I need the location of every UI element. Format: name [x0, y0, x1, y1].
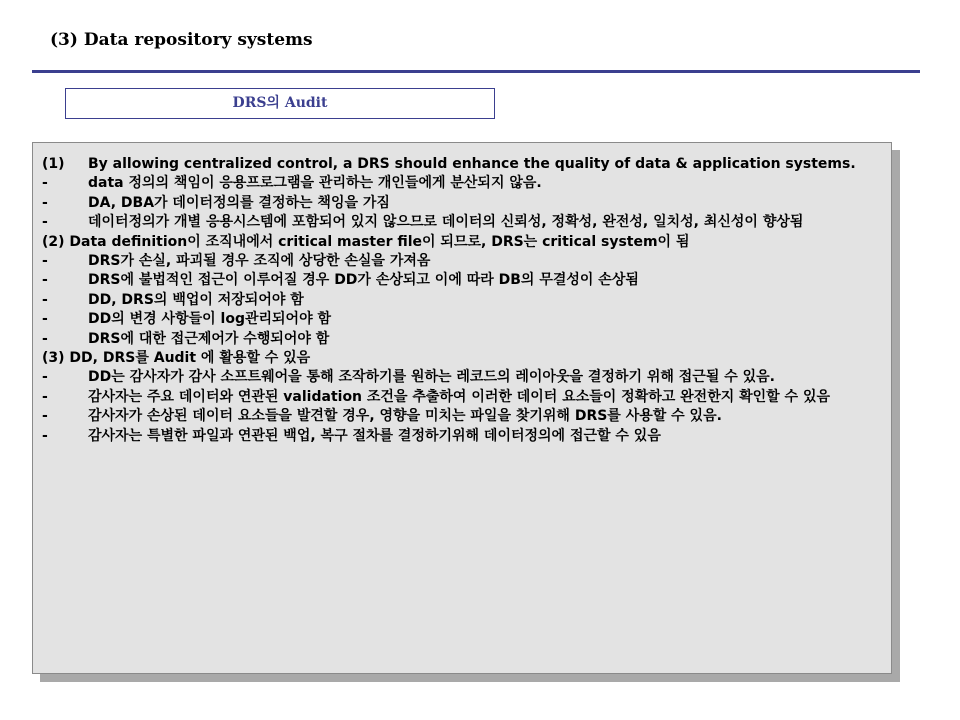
list-item [42, 291, 892, 310]
list-item [42, 388, 892, 407]
list-item [42, 155, 892, 174]
list-marker: - [42, 311, 48, 328]
list-item-text: 감사자는 주요 데이터와 연관된 validation 조건을 추출하여 이러한 데이터 요소들이 정확하고 완전한지 확인할 수 있음 [88, 388, 831, 405]
list-item [42, 427, 892, 446]
list-item [42, 368, 892, 387]
list-item-text: DRS에 대한 접근제어가 수행되어야 함 [88, 330, 330, 347]
list-item-text: By allowing centralized control, a DRS should enhance the quality of data & application systems. [88, 156, 856, 172]
list-item-text: (2) Data definition이 조직내에서 critical master file이 되므로, DRS는 critical system이 됨 [42, 233, 690, 250]
list-item [42, 310, 892, 329]
list-item-text: data 정의의 책임이 응용프로그램을 관리하는 개인들에게 분산되지 않음. [88, 175, 542, 192]
list-item-text: DA, DBA가 데이터정의를 결정하는 책잉을 가짐 [88, 194, 390, 211]
list-marker: - [42, 214, 48, 231]
list-marker: - [42, 194, 48, 211]
list-marker: - [42, 175, 48, 192]
content-list [42, 155, 892, 446]
section-heading [42, 233, 892, 252]
list-item-text: 감사자는 특별한 파일과 연관된 백업, 복구 절차를 결정하기위해 데이터정의에 접근할 수 있음 [88, 427, 661, 444]
list-item-text: (3) DD, DRS를 Audit 에 활용할 수 있음 [42, 350, 311, 367]
list-item-text: 데이터정의가 개별 응용시스템에 포함되어 있지 않으므로 데이터의 신뢰성, 정확성, 완전성, 일치성, 최신성이 향상됨 [88, 214, 804, 231]
list-item [42, 407, 892, 426]
title-divider [32, 70, 920, 73]
list-item [42, 271, 892, 290]
list-marker: - [42, 388, 48, 405]
list-item-text: DD, DRS의 백업이 저장되어야 함 [88, 291, 304, 308]
list-marker: - [42, 408, 48, 425]
list-item-text: DD는 감사자가 감사 소프트웨어을 통해 조작하기를 원하는 레코드의 레이아웃을 결정하기 위해 접근될 수 있음. [88, 369, 775, 386]
list-item [42, 213, 892, 232]
list-item-text: DD의 변경 사항들이 log관리되어야 함 [88, 311, 331, 328]
list-marker: - [42, 330, 48, 347]
list-item [42, 330, 892, 349]
list-marker: - [42, 369, 48, 386]
list-marker: (1) [42, 156, 65, 172]
list-item-text: DRS에 불법적인 접근이 이루어질 경우 DD가 손상되고 이에 따라 DB의 무결성이 손상됨 [88, 272, 639, 289]
list-marker: - [42, 427, 48, 444]
slide-title: (3) Data repository systems [50, 30, 313, 50]
list-item [42, 252, 892, 271]
list-item [42, 194, 892, 213]
list-marker: - [42, 291, 48, 308]
list-marker: - [42, 272, 48, 289]
list-item-text: DRS가 손실, 파괴될 경우 조직에 상당한 손실을 가져옴 [88, 253, 431, 270]
section-subtitle: DRS의 Audit [65, 88, 495, 119]
section-heading [42, 349, 892, 368]
list-item [42, 174, 892, 193]
list-item-text: 감사자가 손상된 데이터 요소들을 발견할 경우, 영향을 미치는 파일을 찾기위해 DRS를 사용할 수 있음. [88, 408, 722, 425]
list-marker: - [42, 253, 48, 270]
